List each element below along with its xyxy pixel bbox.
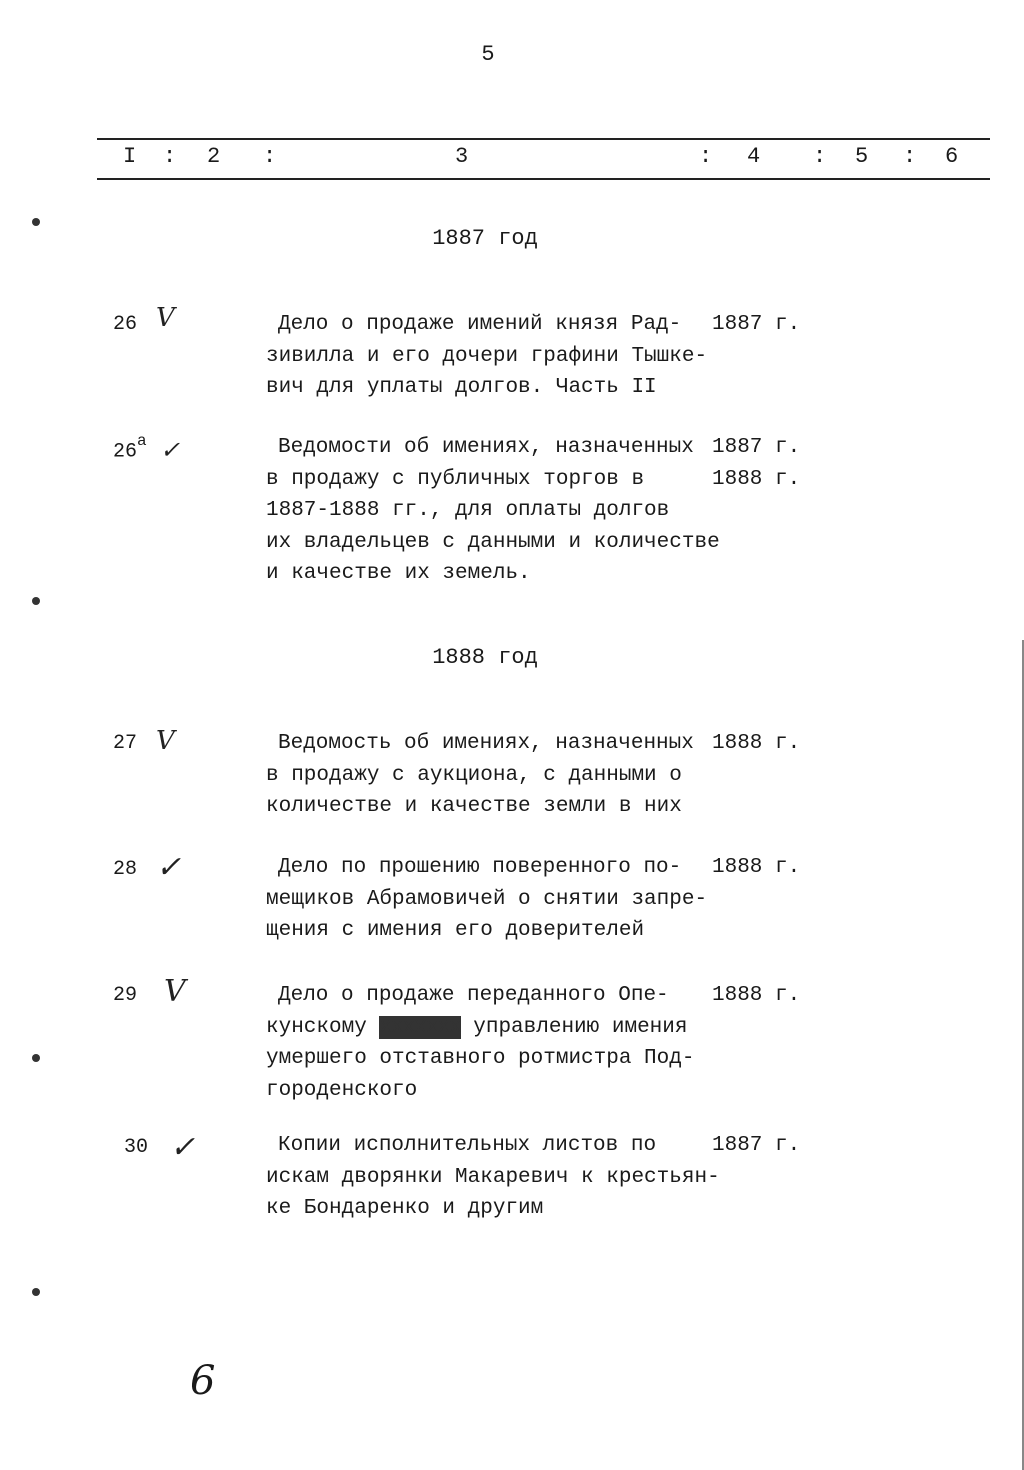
col-sep: :: [263, 144, 277, 169]
column-header-row: [97, 142, 990, 176]
entry-dates: 1887 г. 1888 г.: [712, 436, 801, 491]
check-mark-icon: V: [164, 974, 186, 1009]
entry-description: Дело о продаже имений князя Рад- зивилла и его дочери графини Тышке- вич для уплаты долгов. Часть II: [266, 313, 708, 399]
col-5: 5: [855, 144, 869, 169]
check-mark-icon: ✓: [160, 436, 181, 464]
struck-out-word: xxxxxxx: [379, 1015, 461, 1039]
header-rule-bottom: [97, 178, 990, 180]
check-mark-icon: V: [156, 303, 175, 333]
entry-number: 26: [113, 313, 138, 336]
entry-dates: 1888 г.: [712, 984, 801, 1007]
page-number: 5: [481, 42, 495, 67]
col-sep: :: [903, 144, 917, 169]
binder-hole-mark: [32, 597, 40, 605]
col-sep: :: [163, 144, 177, 169]
col-sep: :: [699, 144, 713, 169]
header-rule-top: [97, 138, 990, 140]
entry-description: Дело о продаже переданного Опе- кунскому xxxxxxx управлению имения умершего отставного ротмистра Под- городенского: [266, 984, 695, 1102]
binder-hole-mark: [32, 218, 40, 226]
entry-number: 29: [113, 984, 138, 1007]
entry-dates: 1887 г.: [712, 1134, 801, 1157]
binder-hole-mark: [32, 1054, 40, 1062]
entry-description: Ведомости об имениях, назначенных в продажу с публичных торгов в 1887-1888 гг., для оплаты долгов их владельцев с данными и количестве и качестве их земель.: [266, 436, 720, 585]
col-sep: :: [813, 144, 827, 169]
entry-description: Ведомость об имениях, назначенных в продажу с аукциона, с данными о количестве и качестве земли в них: [266, 732, 694, 818]
col-2: 2: [207, 144, 221, 169]
col-1: I: [123, 144, 137, 169]
entry-number: 27: [113, 732, 138, 755]
check-mark-icon: ✓: [170, 1130, 196, 1165]
entry-number: $26^а$: [113, 432, 147, 464]
check-mark-icon: V: [156, 726, 175, 756]
entry-dates: 1888 г.: [712, 732, 801, 755]
year-heading-1887: 1887 год: [432, 226, 538, 251]
entry-dates: 1888 г.: [712, 856, 801, 879]
binder-hole-mark: [32, 1288, 40, 1296]
check-mark-icon: ✓: [156, 850, 182, 885]
col-4: 4: [747, 144, 761, 169]
col-6: 6: [945, 144, 959, 169]
handwritten-note: 6: [190, 1358, 216, 1404]
entry-number: 30: [124, 1136, 149, 1159]
year-heading-1888: 1888 год: [432, 645, 538, 670]
entry-number: 28: [113, 858, 138, 881]
entry-description: Копии исполнительных листов по искам дворянки Макаревич к крестьян- ке Бондаренко и другим: [266, 1134, 720, 1220]
col-3: 3: [455, 144, 469, 169]
entry-dates: 1887 г.: [712, 313, 801, 336]
entry-description: Дело по прошению поверенного по- мещиков Абрамовичей о снятии запре- щения с имения его доверителей: [266, 856, 708, 942]
